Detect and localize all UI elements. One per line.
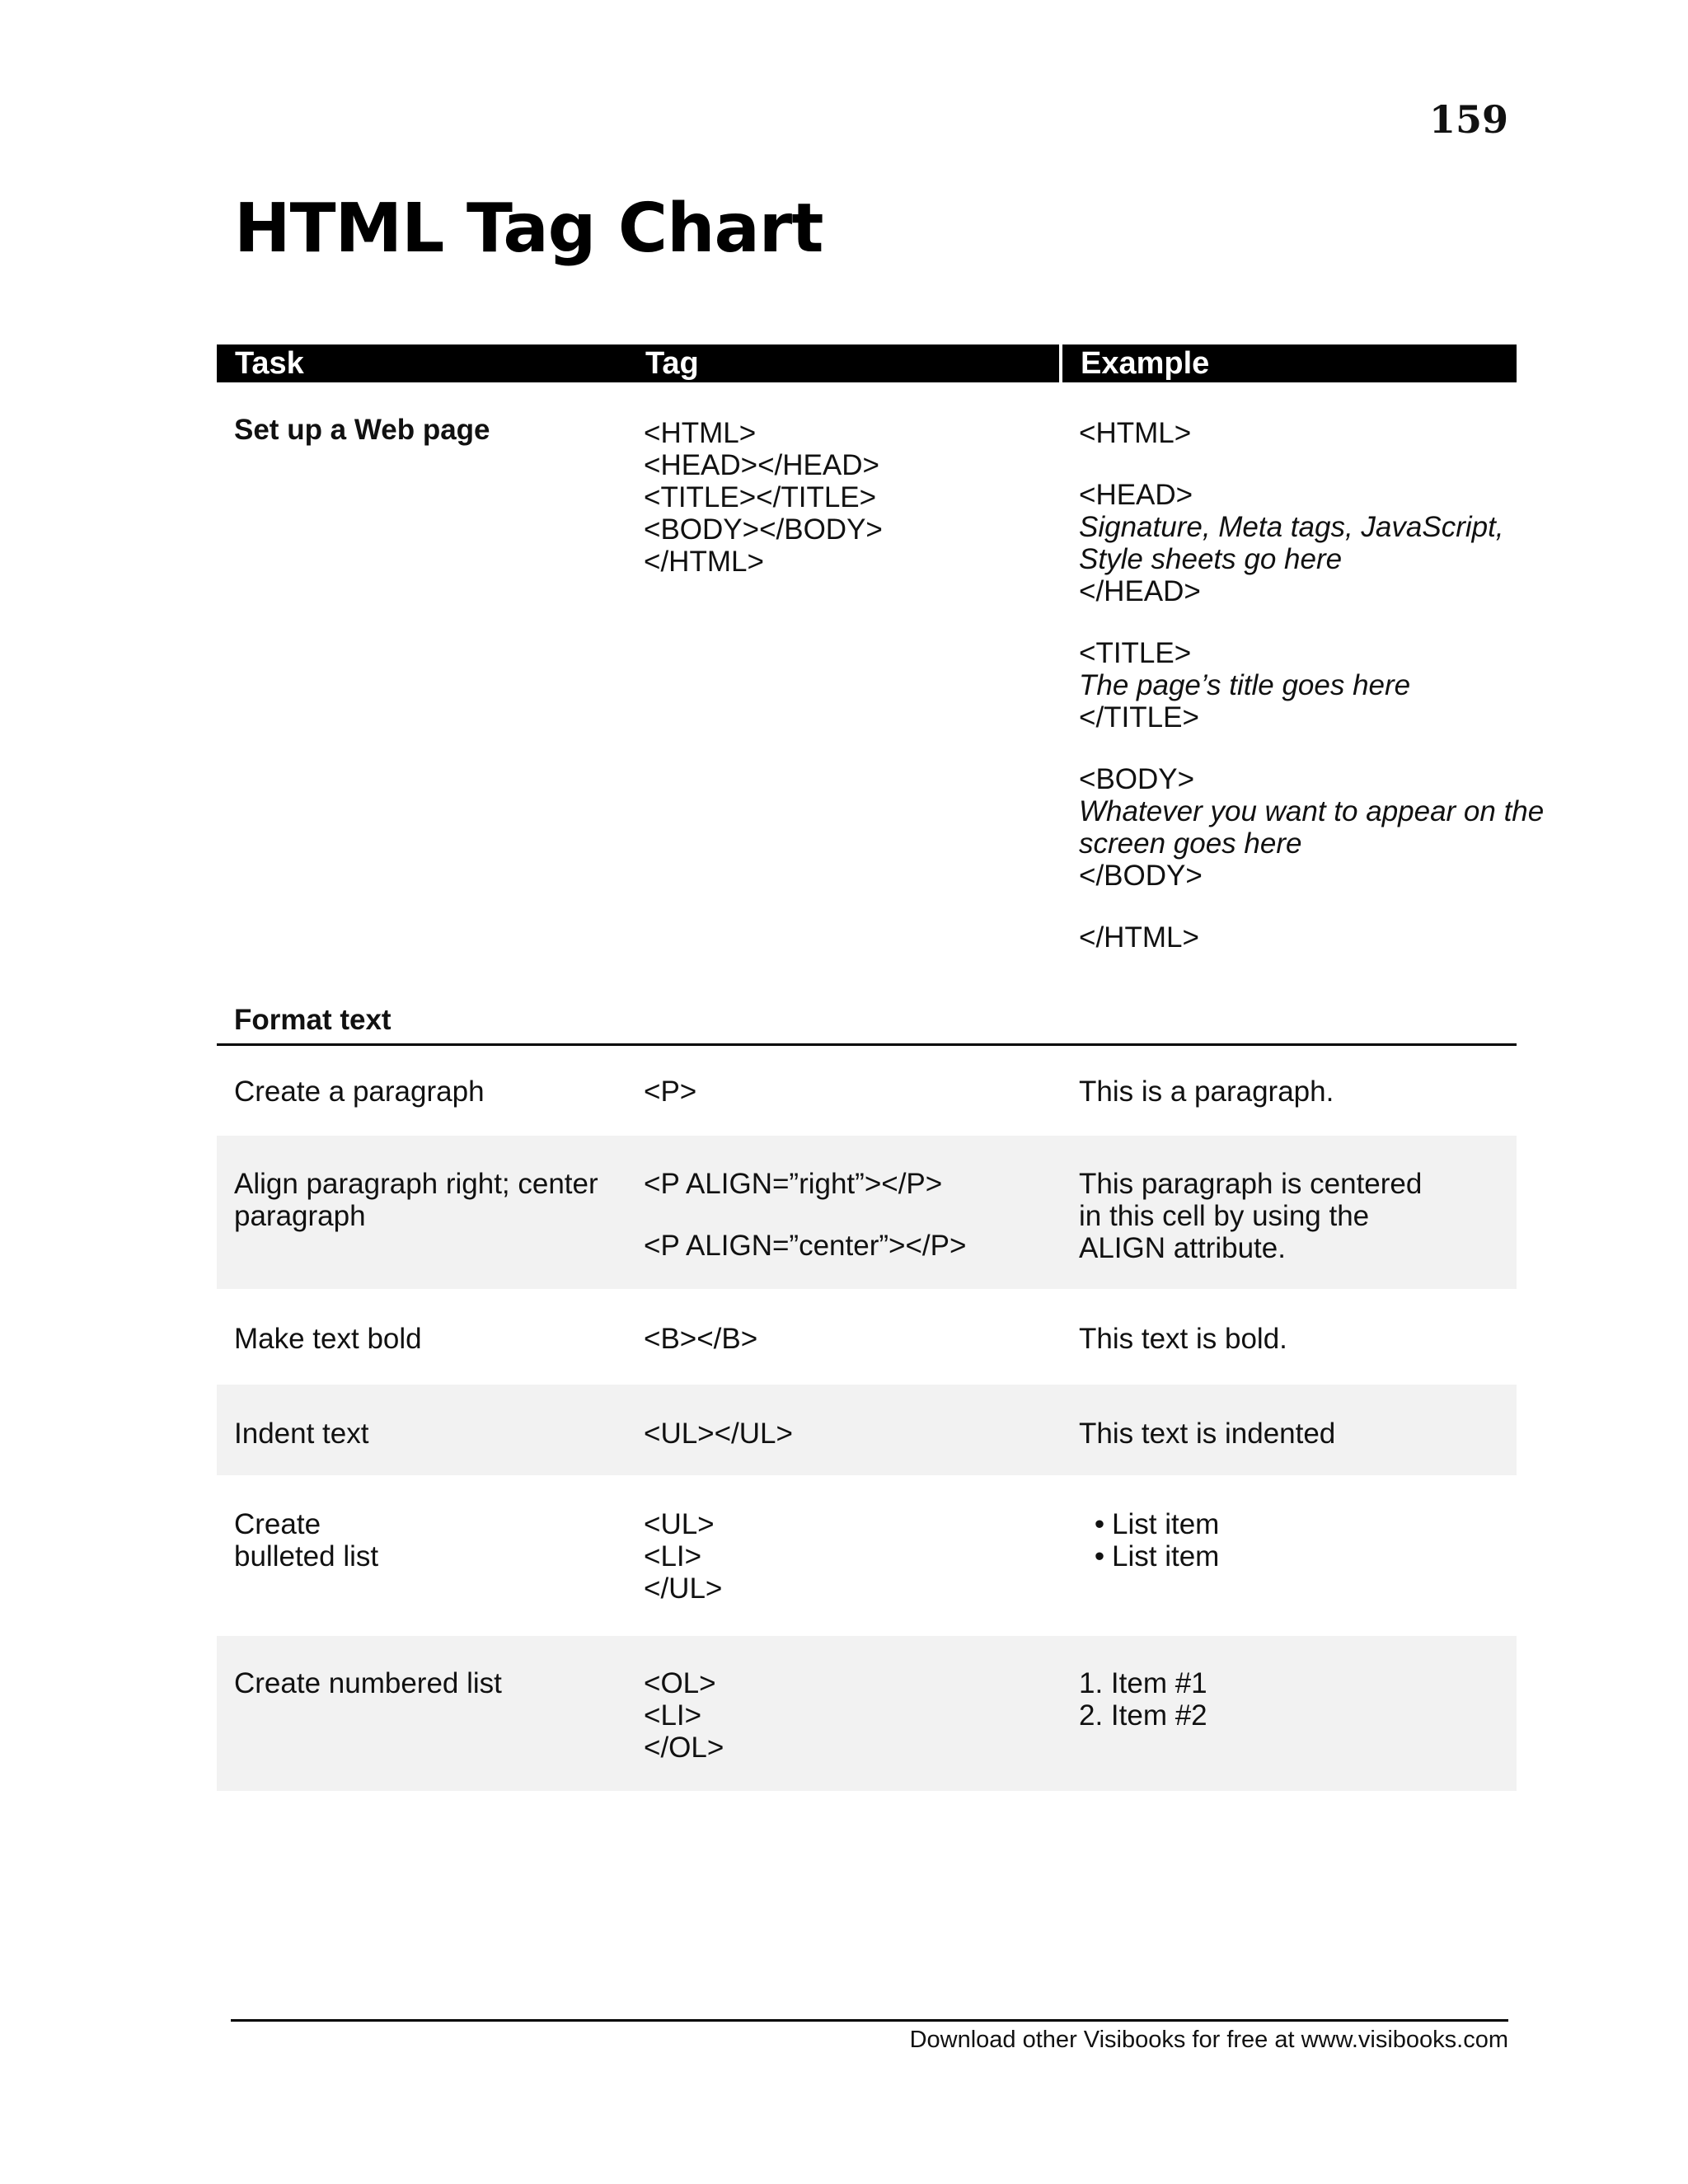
tag-line: <LI> [644,1540,702,1572]
tag-line: <OL> [644,1667,716,1699]
table-header [217,344,1517,382]
section-label-format-text: Format text [234,1004,392,1036]
page-number: 159 [1428,97,1508,142]
setup-row-task: Set up a Web page [234,414,490,446]
example-note: Whatever you want to appear on the [1079,795,1545,827]
example-note: The page’s title goes here [1079,669,1411,701]
row-align-example [1079,1168,1507,1264]
example-line: <HEAD> [1079,479,1193,511]
row-bulleted-tag [644,1508,1039,1605]
tag-line: </UL> [644,1572,723,1605]
section-divider [217,1043,1517,1046]
page-title: HTML Tag Chart [234,190,823,268]
row-paragraph-example: This is a paragraph. [1079,1076,1334,1108]
tag-line: <P ALIGN=”right”></P> [644,1168,943,1200]
task-line: bulleted list [234,1540,379,1572]
example-note: Style sheets go here [1079,543,1343,575]
row-numbered-tag [644,1667,1039,1764]
row-bold-tag: <B></B> [644,1323,758,1355]
tag-line: </OL> [644,1732,724,1764]
setup-row-tag [644,417,1039,578]
bullet-icon: • [1094,1540,1105,1572]
header-example: Example [1062,344,1517,382]
tag-line: <BODY></BODY> [644,513,883,546]
row-bulleted-example [1079,1508,1507,1572]
task-line: paragraph [234,1200,366,1232]
example-note: Signature, Meta tags, JavaScript, [1079,511,1504,543]
row-indent-tag: <UL></UL> [644,1418,793,1450]
example-line: <TITLE> [1079,637,1192,669]
tag-line: </HTML> [644,546,764,578]
tag-line: <P ALIGN=”center”></P> [644,1230,967,1262]
example-line: in this cell by using the [1079,1200,1370,1232]
setup-row-example [1079,417,1545,954]
tag-line: <HTML> [644,417,757,449]
task-line: Align paragraph right; center [234,1168,598,1200]
row-paragraph-task: Create a paragraph [234,1076,485,1108]
row-paragraph-tag: <P> [644,1076,697,1108]
task-line: Create [234,1508,321,1540]
list-item [1079,1508,1507,1540]
bullet-icon: • [1094,1508,1105,1540]
tag-line: <HEAD></HEAD> [644,449,879,481]
example-line: </HTML> [1079,921,1199,954]
example-line: </BODY> [1079,860,1203,892]
row-bold-task: Make text bold [234,1323,422,1355]
example-line: </HEAD> [1079,575,1201,607]
row-indent-task: Indent text [234,1418,369,1450]
tag-line: <TITLE></TITLE> [644,481,877,513]
row-indent-example: This text is indented [1079,1418,1336,1450]
list-item-text: List item [1112,1508,1220,1540]
row-bold-example: This text is bold. [1079,1323,1287,1355]
header-tag: Tag [627,344,1059,382]
row-align-task [234,1168,605,1232]
example-line: </TITLE> [1079,701,1199,733]
row-numbered-task: Create numbered list [234,1667,502,1699]
row-bulleted-task [234,1508,605,1572]
tag-line: <UL> [644,1508,715,1540]
footer-text: Download other Visibooks for free at www.visibooks.com [909,2027,1508,2053]
row-align-tag [644,1168,1039,1262]
example-line: ALIGN attribute. [1079,1232,1286,1264]
row-numbered-example [1079,1667,1507,1732]
example-note: screen goes here [1079,827,1302,860]
list-item-text: List item [1112,1540,1220,1572]
example-line: <HTML> [1079,417,1192,449]
example-line: This paragraph is centered [1079,1168,1423,1200]
list-item: 1. Item #1 [1079,1667,1207,1699]
list-item [1079,1540,1507,1572]
list-item: 2. Item #2 [1079,1699,1207,1732]
tag-line: <LI> [644,1699,702,1732]
header-task: Task [217,344,627,382]
example-line: <BODY> [1079,763,1195,795]
